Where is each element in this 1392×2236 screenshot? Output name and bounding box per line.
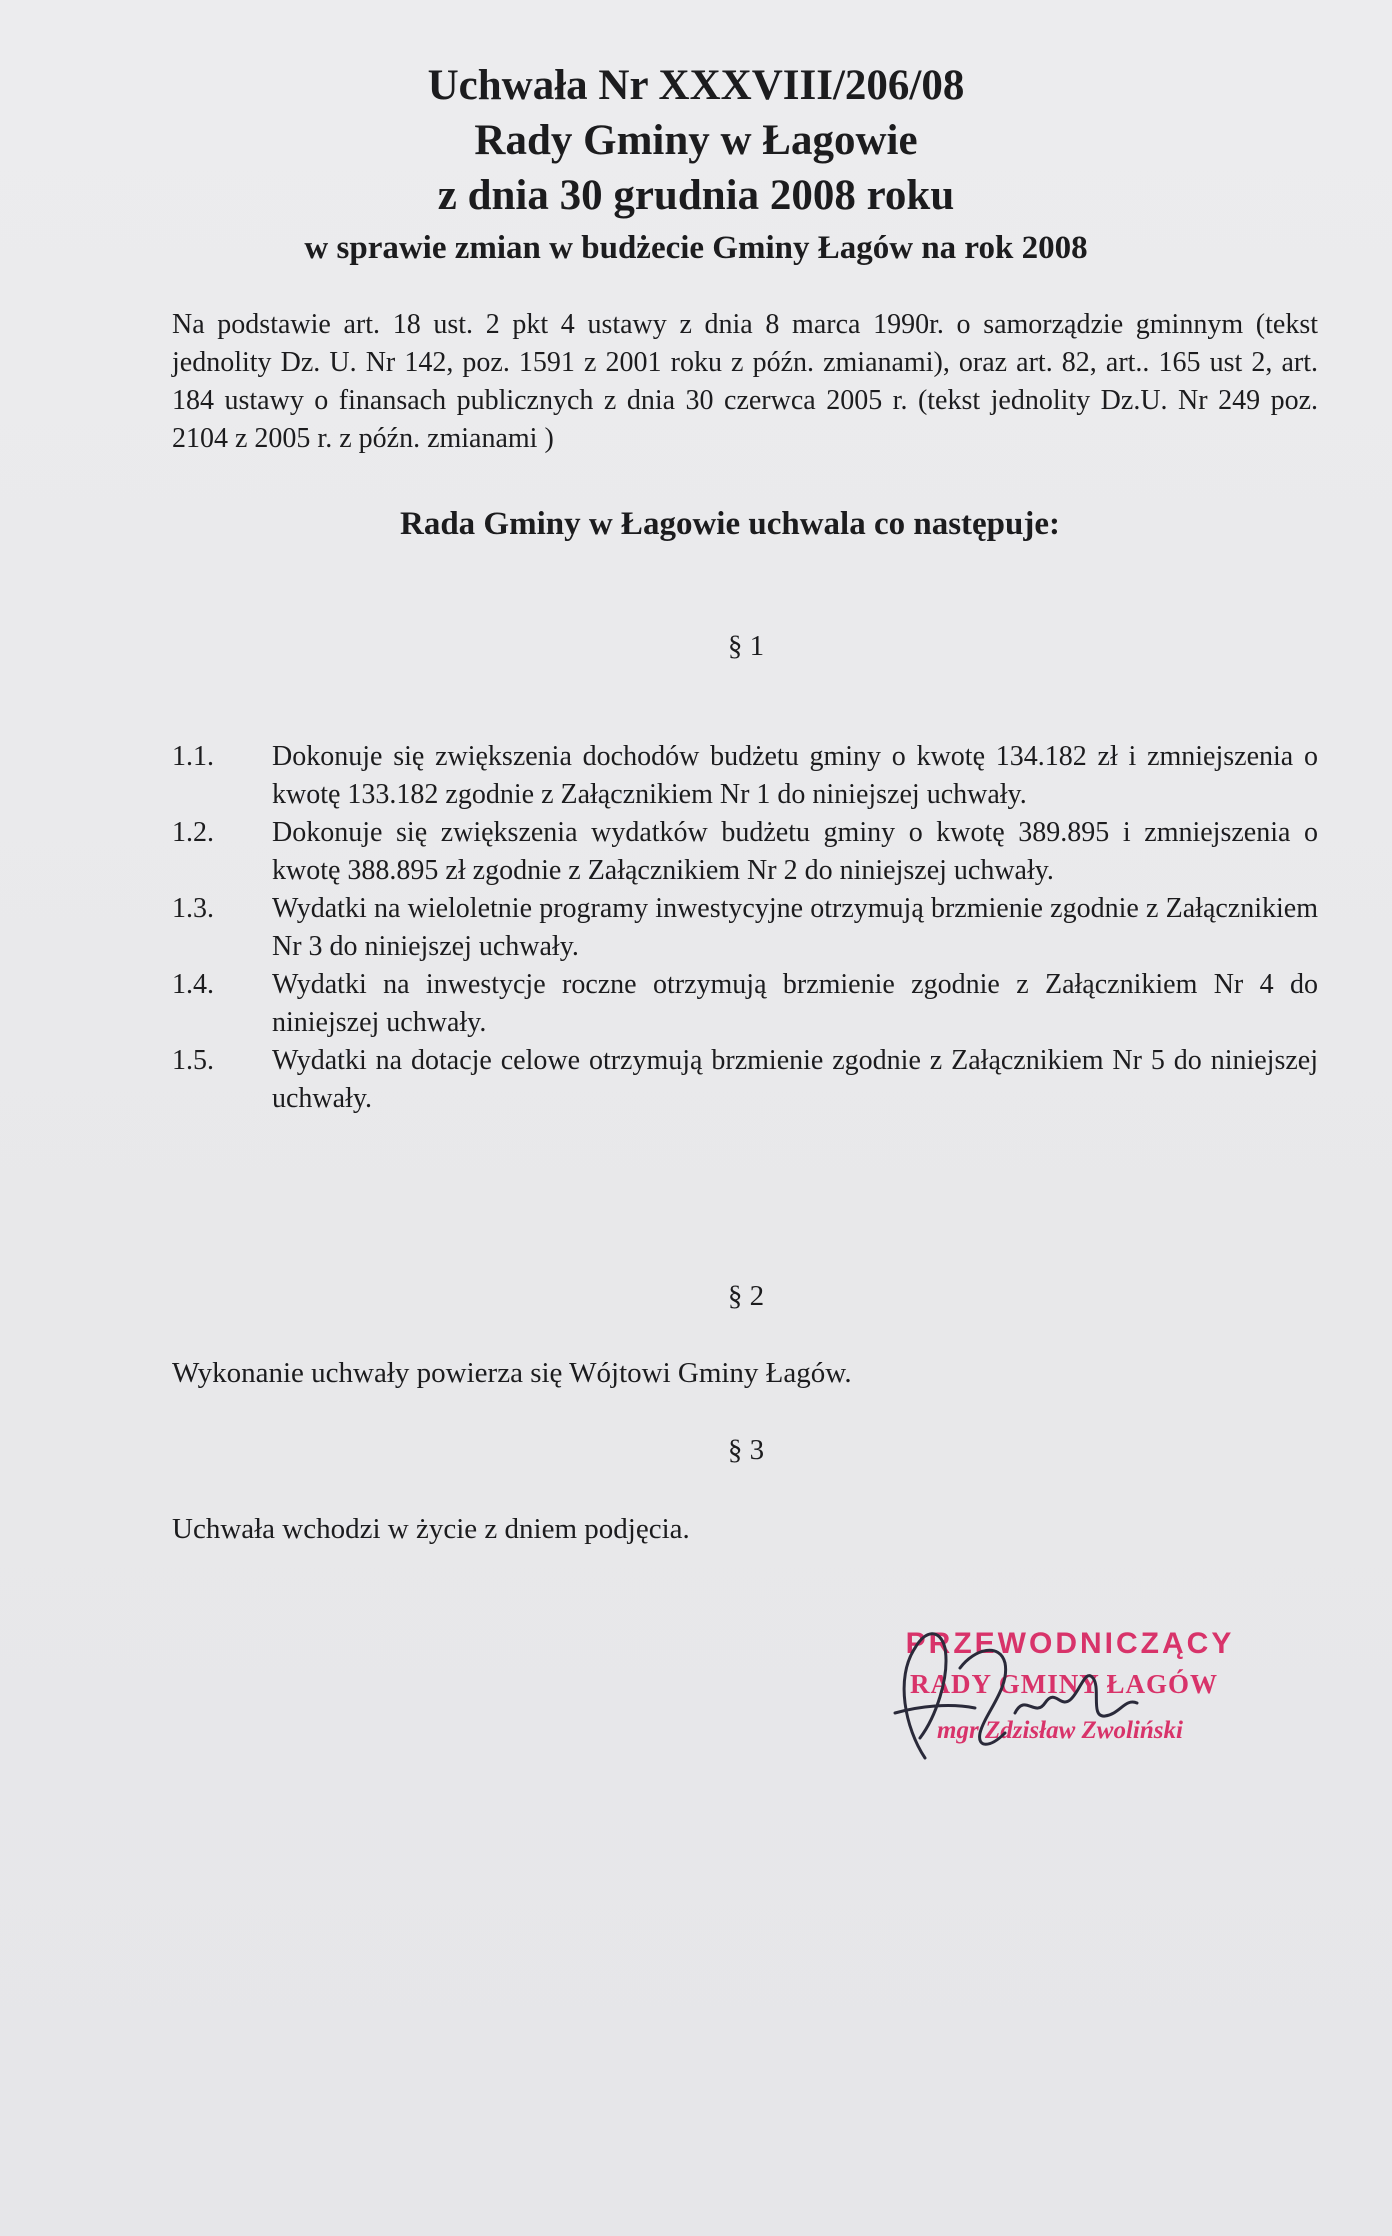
item-text: Wydatki na inwestycje roczne otrzymują brzmienie zgodnie z Załącznikiem Nr 4 do niniejszej uchwały. bbox=[272, 969, 1318, 1038]
list-item bbox=[172, 966, 1318, 1042]
resolution-subject: w sprawie zmian w budżecie Gminy Łagów na rok 2008 bbox=[304, 230, 1088, 266]
stamp-name: mgr Zdzisław Zwoliński bbox=[937, 1717, 1183, 1744]
section-2-text: Wykonanie uchwały powierza się Wójtowi Gminy Łagów. bbox=[172, 1357, 852, 1389]
signature-strokes bbox=[895, 1634, 1137, 1758]
section-2-heading: § 2 bbox=[727, 1280, 765, 1312]
handwritten-signature bbox=[865, 1608, 1245, 1778]
legal-basis-text: Na podstawie art. 18 ust. 2 pkt 4 ustawy z dnia 8 marca 1990r. o samorządzie gminnym (tekst jednolity Dz. U. Nr 142, poz. 1591 z 2001 roku z późn. zmianami), oraz art. 82, art.. 165 ust 2, art. 184 ustawy o finansach publicznych z dnia 30 czerwca 2005 r. (tekst jednolity Dz.U. Nr 249 poz. 2104 z 2005 r. z późn. zmianami ) bbox=[172, 309, 1318, 454]
section-3-heading: § 3 bbox=[727, 1434, 765, 1466]
item-number: 1.1. bbox=[172, 741, 214, 772]
item-number: 1.5. bbox=[172, 1045, 214, 1076]
section-1-items bbox=[172, 738, 1318, 1118]
section-1-heading: § 1 bbox=[727, 630, 765, 662]
council-name: Rady Gminy w Łagowie bbox=[474, 117, 918, 164]
item-text: Wydatki na wieloletnie programy inwestycyjne otrzymują brzmienie zgodnie z Załącznikiem Nr 3 do niniejszej uchwały. bbox=[272, 893, 1318, 962]
stamp-title: PRZEWODNICZĄCY bbox=[905, 1627, 1235, 1660]
stamp-council: RADY GMINY ŁAGÓW bbox=[910, 1669, 1218, 1699]
item-text: Wydatki na dotacje celowe otrzymują brzmienie zgodnie z Załącznikiem Nr 5 do niniejszej uchwały. bbox=[272, 1045, 1318, 1114]
resolution-number: Uchwała Nr XXXVIII/206/08 bbox=[427, 62, 965, 109]
item-number: 1.4. bbox=[172, 969, 214, 1000]
item-number: 1.2. bbox=[172, 817, 214, 848]
resolution-date: z dnia 30 grudnia 2008 roku bbox=[437, 172, 955, 219]
item-number: 1.3. bbox=[172, 893, 214, 924]
list-item bbox=[172, 890, 1318, 966]
section-3-text: Uchwała wchodzi w życie z dniem podjęcia. bbox=[172, 1513, 690, 1545]
list-item bbox=[172, 738, 1318, 814]
list-item bbox=[172, 1042, 1318, 1118]
item-text: Dokonuje się zwiększenia dochodów budżetu gminy o kwotę 134.182 zł i zmniejszenia o kwotę 133.182 zgodnie z Załącznikiem Nr 1 do niniejszej uchwały. bbox=[272, 741, 1318, 810]
item-text: Dokonuje się zwiększenia wydatków budżetu gminy o kwotę 389.895 i zmniejszenia o kwotę 388.895 zł zgodnie z Załącznikiem Nr 2 do niniejszej uchwały. bbox=[272, 817, 1318, 886]
list-item bbox=[172, 814, 1318, 890]
legal-basis bbox=[172, 306, 1318, 458]
resolves-statement: Rada Gminy w Łagowie uchwala co następuje: bbox=[399, 506, 1061, 542]
resolution-header bbox=[0, 58, 1392, 271]
